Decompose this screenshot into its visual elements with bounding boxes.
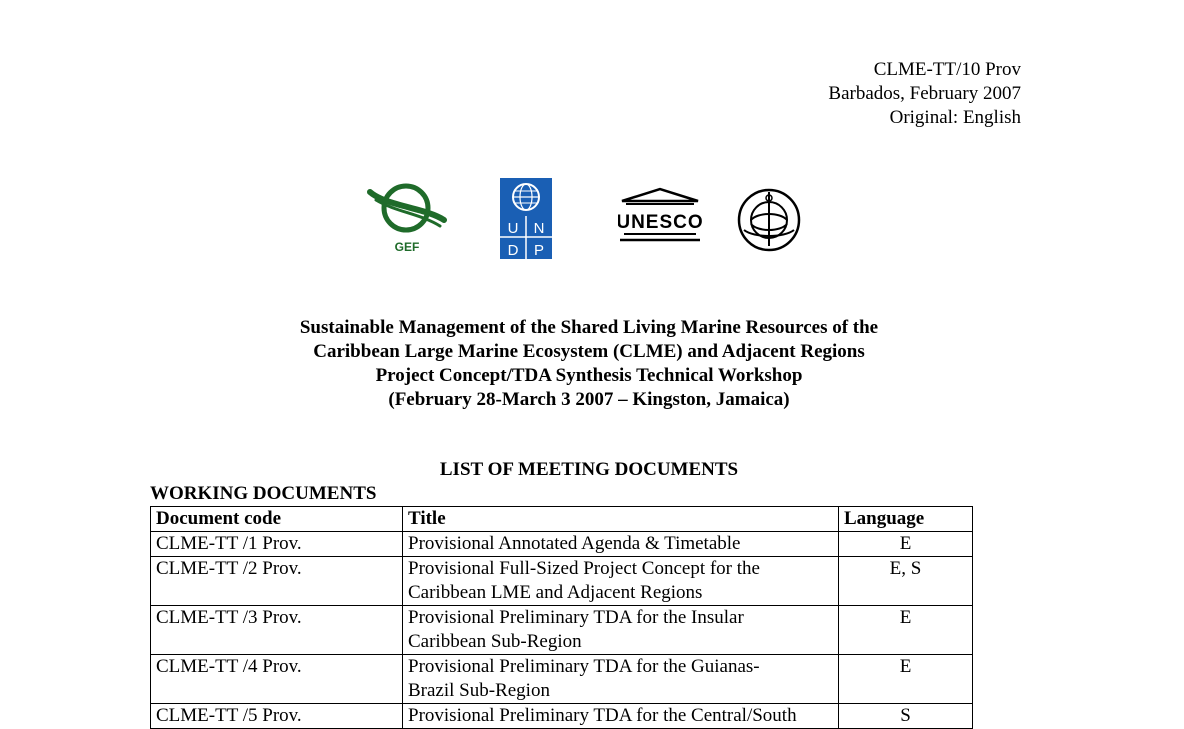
table-row xyxy=(151,557,973,606)
document-title xyxy=(403,606,839,655)
document-title-line: Caribbean LME and Adjacent Regions xyxy=(408,582,703,603)
document-language: E xyxy=(839,532,973,557)
document-title-line: Provisional Full-Sized Project Concept for the xyxy=(408,558,760,579)
table-header-row xyxy=(151,507,973,532)
place-date: Barbados, February 2007 xyxy=(828,83,1021,104)
document-header-meta xyxy=(828,58,1021,130)
document-title xyxy=(403,655,839,704)
document-language: E xyxy=(839,606,973,655)
document-code: CLME-TT /5 Prov. xyxy=(151,704,403,729)
gef-logo-text: GEF xyxy=(394,240,420,254)
undp-logo xyxy=(500,178,552,259)
document-code: CLME-TT /1 Prov. xyxy=(151,532,403,557)
undp-letter-n: N xyxy=(533,220,545,237)
section-heading: WORKING DOCUMENTS xyxy=(150,483,377,504)
column-header-title: Title xyxy=(403,507,839,532)
document-title-line: Provisional Preliminary TDA for the Insular xyxy=(408,607,744,628)
title-line-1: Sustainable Management of the Shared Living Marine Resources of the xyxy=(299,317,879,338)
document-reference: CLME-TT/10 Prov xyxy=(873,59,1021,80)
document-code: CLME-TT /3 Prov. xyxy=(151,606,403,655)
unesco-logo-text: UNESCO xyxy=(618,212,702,233)
title-line-3: Project Concept/TDA Synthesis Technical Workshop xyxy=(375,365,803,386)
list-heading: LIST OF MEETING DOCUMENTS xyxy=(439,459,739,480)
table-row xyxy=(151,704,973,729)
original-language: Original: English xyxy=(889,107,1021,128)
documents-table xyxy=(150,506,973,729)
document-code: CLME-TT /2 Prov. xyxy=(151,557,403,606)
document-title-line: Provisional Preliminary TDA for the Guianas- xyxy=(408,656,760,677)
table-row xyxy=(151,606,973,655)
undp-letter-d: D xyxy=(507,242,519,259)
document-language: S xyxy=(839,704,973,729)
document-title-line: Caribbean Sub-Region xyxy=(408,631,582,652)
document-title xyxy=(403,557,839,606)
ioc-logo xyxy=(736,186,802,252)
document-title-line: Brazil Sub-Region xyxy=(408,680,550,701)
document-title-line: Provisional Preliminary TDA for the Central/South xyxy=(408,705,797,726)
undp-letter-u: U xyxy=(507,220,519,237)
column-header-language: Language xyxy=(839,507,973,532)
gef-logo xyxy=(366,178,448,258)
document-title xyxy=(403,532,839,557)
title-line-4: (February 28-March 3 2007 – Kingston, Jamaica) xyxy=(388,389,790,410)
document-title xyxy=(403,704,839,729)
document-code: CLME-TT /4 Prov. xyxy=(151,655,403,704)
document-language: E xyxy=(839,655,973,704)
table-row xyxy=(151,655,973,704)
meeting-title xyxy=(200,316,978,412)
unesco-logo xyxy=(618,187,702,243)
document-language: E, S xyxy=(839,557,973,606)
document-title-line: Provisional Annotated Agenda & Timetable xyxy=(408,533,741,554)
undp-letter-p: P xyxy=(533,242,545,259)
table-row xyxy=(151,532,973,557)
column-header-code: Document code xyxy=(151,507,403,532)
title-line-2: Caribbean Large Marine Ecosystem (CLME) and Adjacent Regions xyxy=(313,341,865,362)
